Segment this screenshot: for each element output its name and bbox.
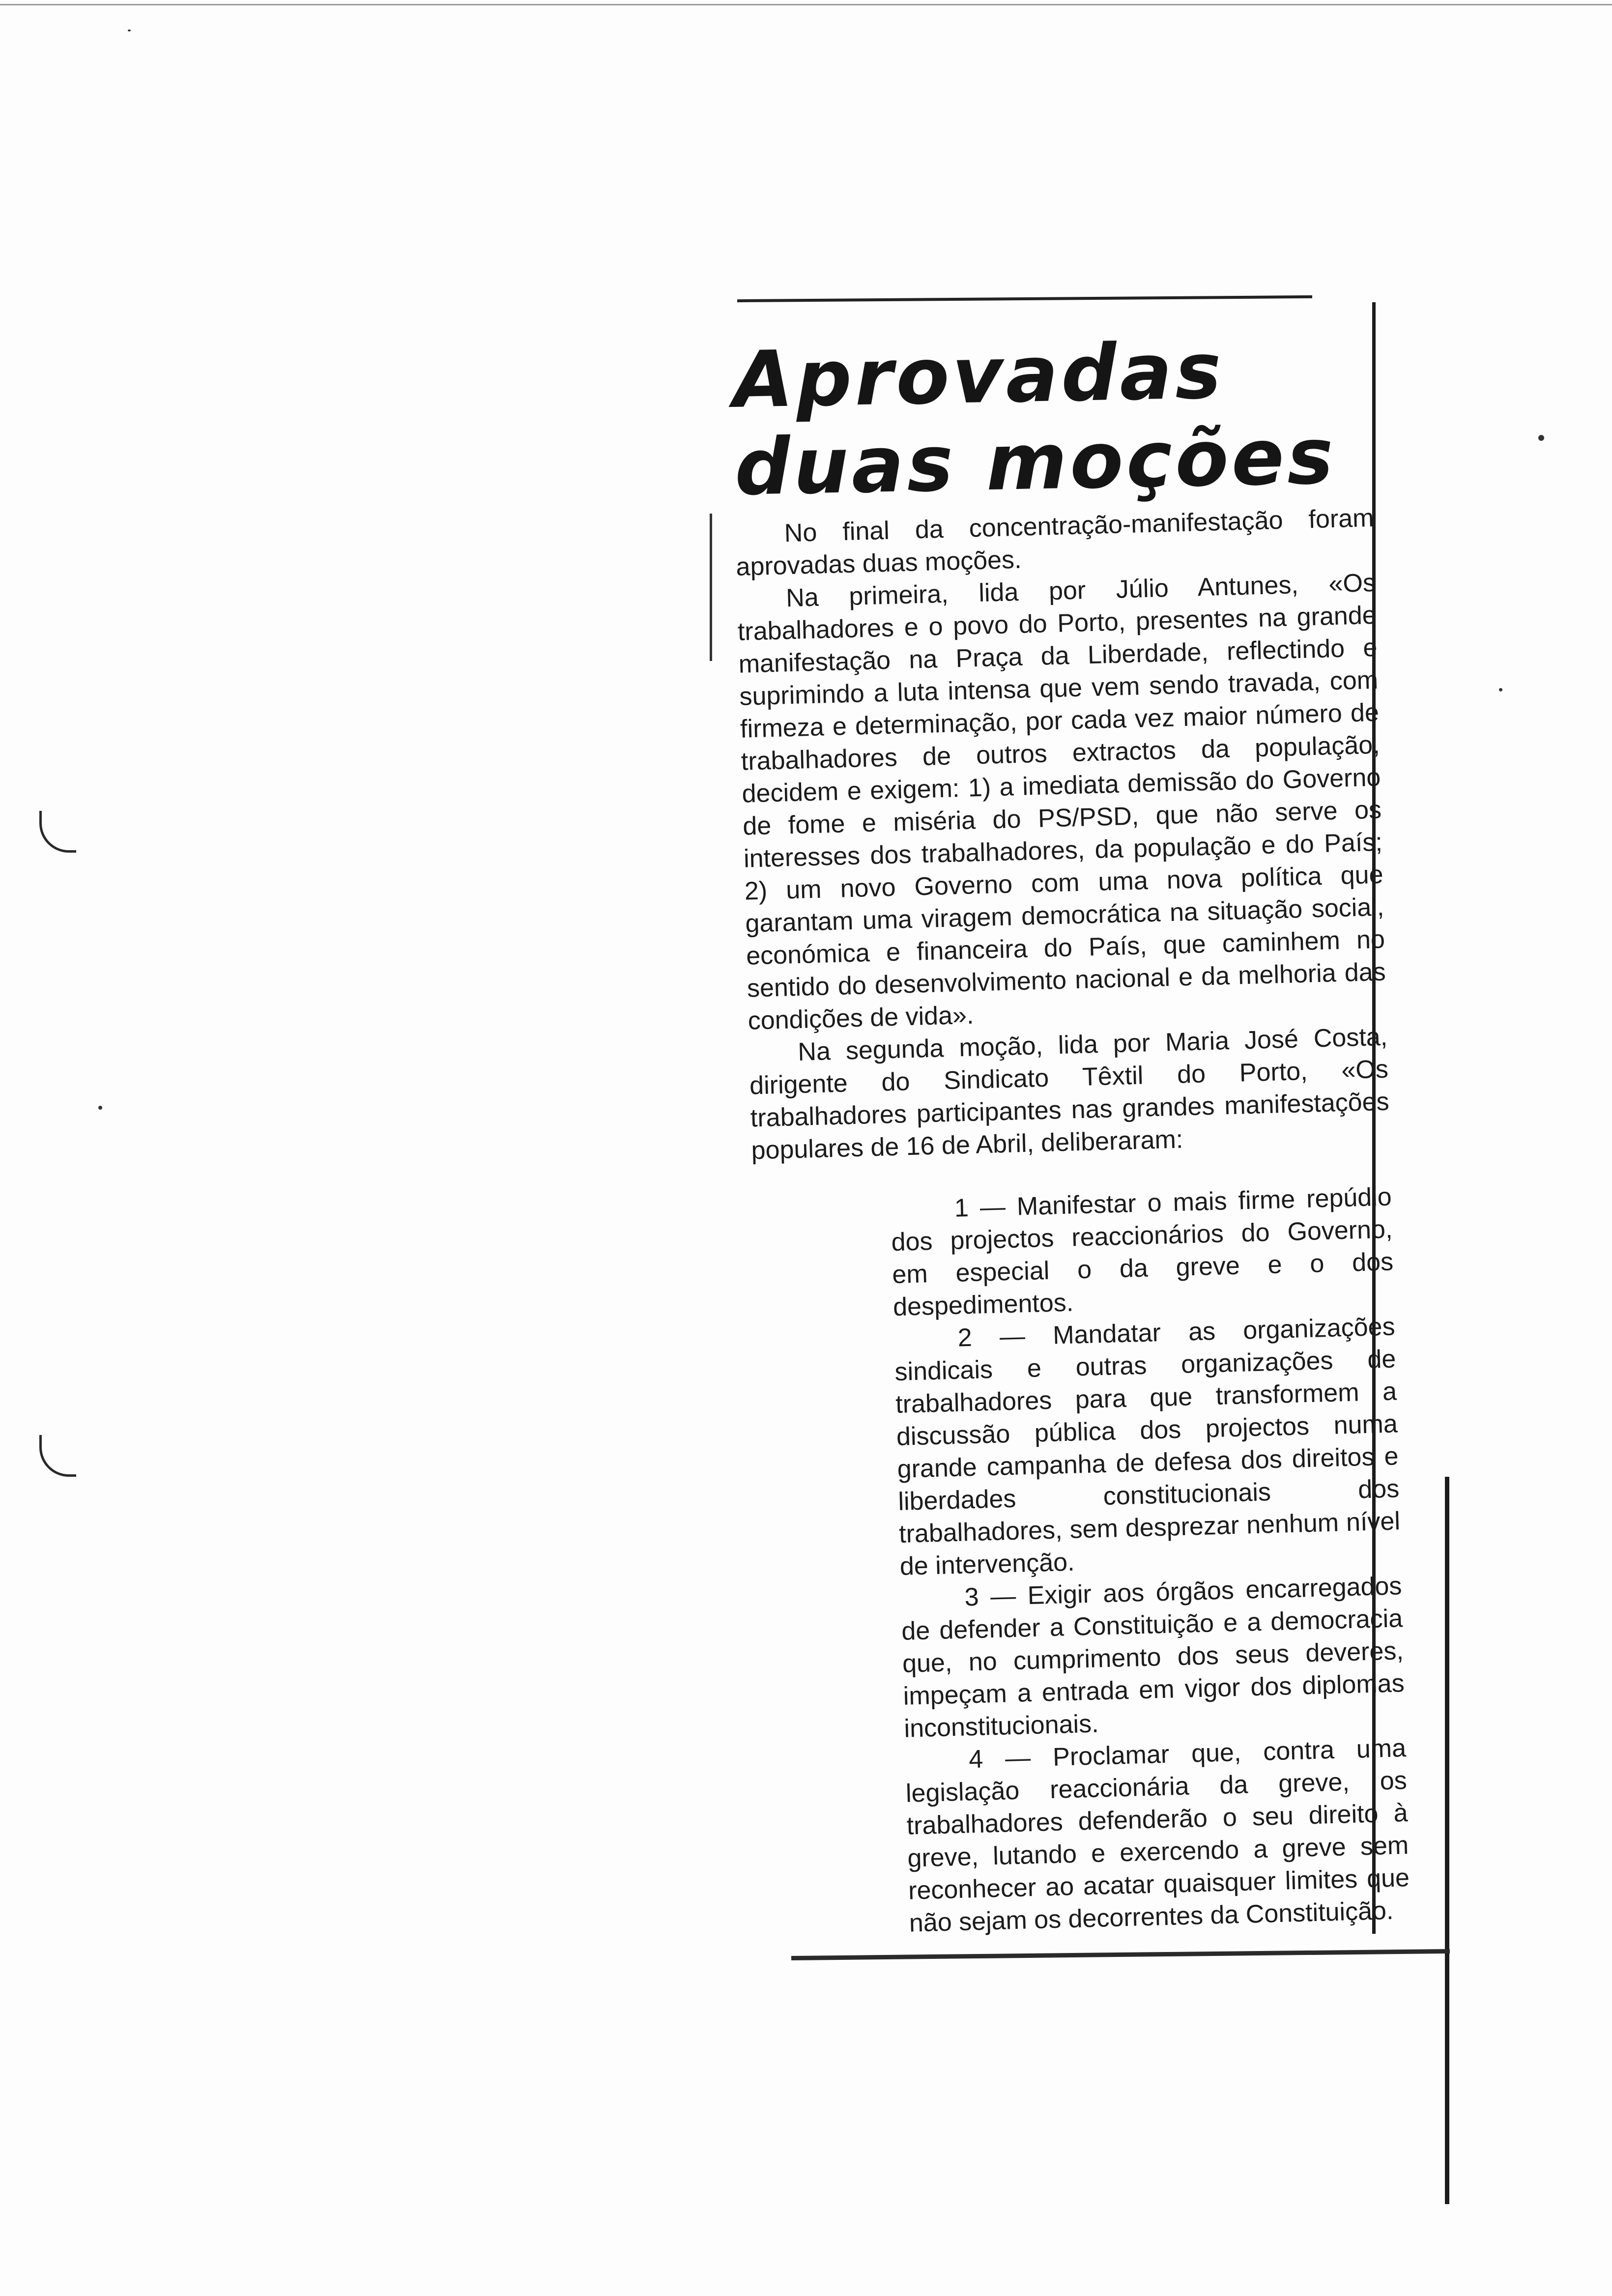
newspaper-clipping xyxy=(708,297,1460,1944)
article-paragraph: Na primeira, lida por Júlio Antunes, «Os trabalhadores e o povo do Porto, presentes na grande manifestação na Praça da Liberdade, reflectindo e suprimindo a luta intensa que vem sendo travada, com firmeza e determinação, por cada vez maior número de trabalhadores de outros extractos da população, decidem e exigem: 1) a imediata demissão do Governo de fome e miséria do PS/PSD, que não serve os interesses dos trabalhadores, da população e do País; 2) um novo Governo com uma nova política que garantam uma viragem democrática na situação social, económica e financeira do País, que caminhem no sentido do desenvolvimento nacional e da melhoria das condições de vida». xyxy=(737,568,1386,1035)
clipping-left-rule xyxy=(710,514,712,661)
scan-edge-line xyxy=(0,4,1612,5)
clipping-right-rule xyxy=(1445,1477,1449,2204)
binder-hole-mark xyxy=(39,1435,76,1477)
clipping-bottom-rule xyxy=(791,1949,1450,1960)
scan-speck xyxy=(98,1106,102,1110)
article-body xyxy=(735,502,1410,1943)
motion-item: 1 — Manifestar o mais firme repúdio dos projectos reaccionários do Governo, em especial o da greve e o dos despedimentos. xyxy=(891,1182,1394,1322)
motion-item: 3 — Exigir aos órgãos encarregados de defender a Constituição e a democracia que, no cumprimento dos seus deveres, impeçam a entrada em vigor dos diplomas inconstitucionais. xyxy=(901,1572,1405,1743)
clipping-top-rule xyxy=(737,295,1312,302)
article-paragraph: Na segunda moção, lida por Maria José Costa, dirigente do Sindicato Têxtil do Porto, «Os trabalhadores participantes nas grandes manifestações populares de 16 de Abril, deliberaram: xyxy=(749,1022,1390,1165)
motions-list xyxy=(890,1180,1410,1939)
scan-speck xyxy=(128,29,131,31)
scan-speck xyxy=(1538,435,1544,441)
headline-line: Aprovadas xyxy=(732,325,1225,426)
headline-line: duas moções xyxy=(734,411,1337,513)
article-paragraph: No final da concentração-manifestação foram aprovadas duas moções. xyxy=(735,503,1375,581)
scan-speck xyxy=(1499,688,1502,691)
binder-hole-mark xyxy=(39,811,76,853)
motion-item: 2 — Mandatar as organizações sindicais e outras organizações de trabalhadores para que transformem a discussão pública dos projectos numa grande campanha de defesa dos direitos e liberdades constitucionais dos trabalhadores, sem desprezar nenhum nível de intervenção. xyxy=(894,1312,1401,1581)
motion-item: 4 — Proclamar que, contra uma legislação reaccionária da greve, os trabalhadores defenderão o seu direito à greve, lutando e exercendo a greve sem reconhecer ao acatar quaisquer limites que não sejam os decorrentes da Constituição. xyxy=(905,1734,1410,1938)
headline xyxy=(732,324,1375,512)
